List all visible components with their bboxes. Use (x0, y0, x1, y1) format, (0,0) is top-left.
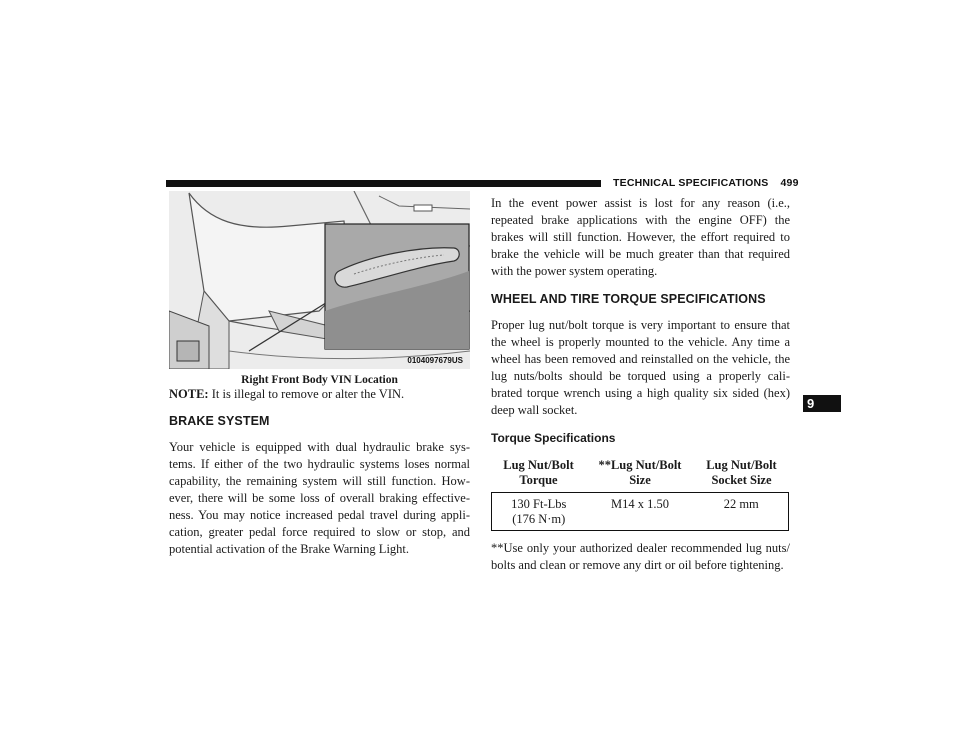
torque-value-cell: 130 Ft-Lbs (176 N·m) (492, 493, 586, 531)
power-assist-paragraph: In the event power assist is lost for any reason (i.e., repeated brake applications with the engine OFF) the brakes will still function. However, the effort required to brake the vehicle will be much greater than that required with the power system operating. (491, 196, 790, 278)
vehicle-interior-drawing (169, 191, 470, 369)
lug-nut-footnote: **Use only your authorized dealer recommended lug nuts/ bolts and clean or remove any dirt or oil before tightening. (491, 541, 790, 572)
note-label: NOTE: (169, 387, 209, 401)
note-text: It is illegal to remove or alter the VIN. (208, 387, 405, 401)
vin-note (169, 386, 470, 403)
left-column (169, 386, 470, 558)
wheel-tire-torque-heading: WHEEL AND TIRE TORQUE SPECIFICATIONS (491, 292, 766, 306)
brake-system-heading: BRAKE SYSTEM (169, 414, 270, 428)
column-header-socket-size: Lug Nut/Bolt Socket Size (694, 458, 788, 493)
column-header-torque: Lug Nut/Bolt Torque (492, 458, 586, 493)
figure-caption: Right Front Body VIN Location (241, 374, 398, 386)
socket-size-value-cell: 22 mm (694, 493, 788, 531)
table-row (492, 493, 789, 531)
size-value-cell: M14 x 1.50 (586, 493, 695, 531)
brake-system-paragraph: Your vehicle is equipped with dual hydraulic brake sys- tems. If either of the two hydraulic systems loses normal capability, the remaining system will still function. How- ever, there will be some loss of overall braking effective- ness. You may notice increased pedal travel during appli- cation, greater pedal force required to slow or stop, and potential activation of the Brake Warning Light. (169, 440, 470, 556)
header-rule (166, 180, 601, 187)
vin-location-illustration (169, 191, 470, 369)
running-header (613, 177, 799, 189)
right-column (491, 195, 790, 574)
figure-code: 0104097679US (407, 356, 463, 365)
page-number: 499 (780, 177, 799, 189)
chapter-tab[interactable]: 9 (803, 395, 841, 412)
torque-specifications-heading: Torque Specifications (491, 431, 616, 445)
lug-nut-torque-paragraph: Proper lug nut/bolt torque is very important to ensure that the wheel is properly mounted to the vehicle. Any time a wheel has been removed and reinstalled on the vehicle, the lug nuts/bolts should be torqued using a properly cali- brated torque wrench using a high quality six sided (hex) deep wall socket. (491, 318, 790, 417)
section-title: TECHNICAL SPECIFICATIONS (613, 177, 769, 189)
torque-specifications-table (491, 458, 789, 531)
column-header-size: **Lug Nut/Bolt Size (586, 458, 695, 493)
table-header-row (492, 458, 789, 493)
